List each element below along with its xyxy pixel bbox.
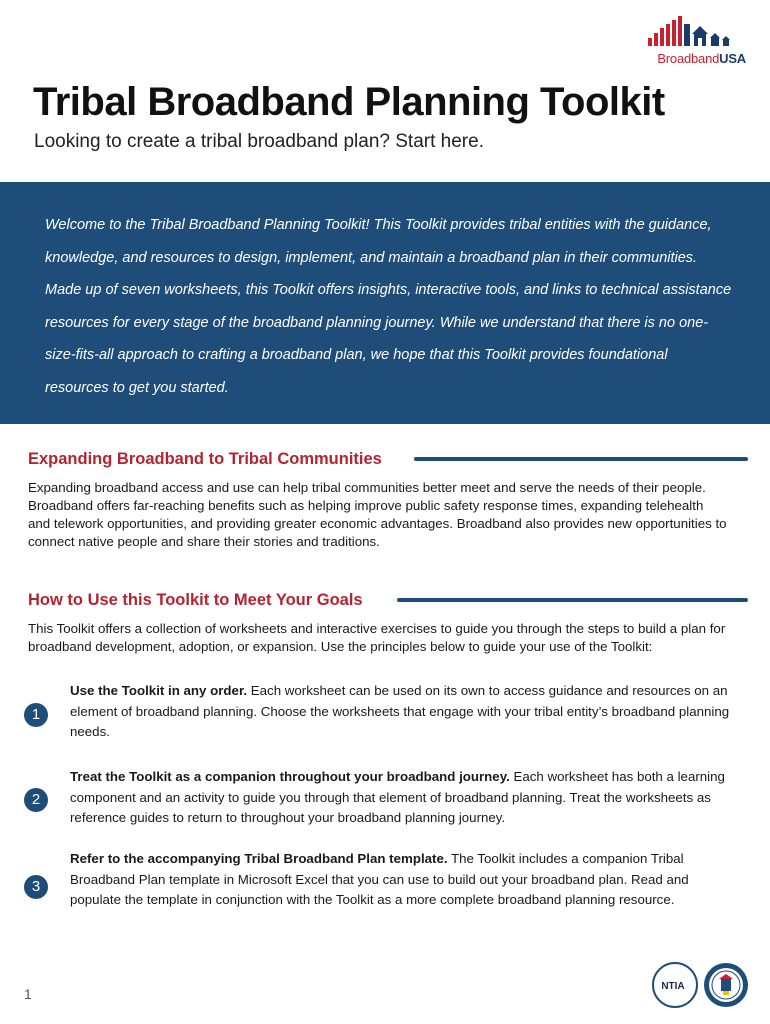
principle-title: Refer to the accompanying Tribal Broadband Plan template. bbox=[70, 851, 448, 866]
principle-text: Each worksheet can be used on its own to access guidance and resources on an element of broadband planning. Choose the worksheets that engage with your tribal entity’s broadband planning needs. bbox=[70, 683, 730, 739]
section-heading-expanding: Expanding Broadband to Tribal Communities bbox=[28, 450, 382, 468]
number-badge: 1 bbox=[24, 703, 48, 727]
intro-text: Welcome to the Tribal Broadband Planning Toolkit! This Toolkit provides tribal entities with the guidance, knowledge, and resources to design, implement, and maintain a broadband plan in their communities. Made up of seven worksheets, this Toolkit offers insights, interactive tools, and links to technical assistance resources for every stage of the broadband planning journey. While we understand that there is no one-size-fits-all approach to crafting a broadband plan, we hope that this Toolkit provides foundational resources to get you started. bbox=[45, 217, 732, 396]
principle-item bbox=[70, 767, 740, 829]
number-badge: 3 bbox=[24, 875, 48, 899]
ntia-logo bbox=[652, 962, 698, 1008]
principle-title: Use the Toolkit in any order. bbox=[70, 683, 248, 698]
principle-item bbox=[70, 681, 740, 743]
principle-text: The Toolkit includes a companion Tribal Broadband Plan template in Microsoft Excel that you can use to build out your broadband plan. Read and populate the template in conjunction with the Toolkit as a more complete broadband planning resource. bbox=[70, 851, 689, 907]
section-heading-how-to-use: How to Use this Toolkit to Meet Your Goals bbox=[28, 591, 363, 609]
logo-wordmark: BroadbandUSA bbox=[657, 51, 746, 66]
principle-item bbox=[70, 849, 740, 911]
section-rule bbox=[414, 457, 748, 461]
page-subtitle: Looking to create a tribal broadband plan? Start here. bbox=[34, 131, 484, 152]
section-body-expanding: Expanding broadband access and use can help tribal communities better meet and serve the needs of their people. Broadband offers far-reaching benefits such as helping improve public safety response times, expanding telehealth and telework opportunities, and providing greater economic advantages. Broadband also provides new opportunities to connect native people and share their stories and traditions. bbox=[28, 480, 727, 549]
ntia-wordmark: NTIA bbox=[661, 981, 685, 992]
page-number: 1 bbox=[24, 986, 32, 1002]
section-body-how-to-use: This Toolkit offers a collection of worksheets and interactive exercises to guide you through the steps to build a plan for broadband development, adoption, or expansion. Use the principles below to guide your use of the Toolkit: bbox=[28, 621, 726, 654]
principle-text: Each worksheet has both a learning component and an activity to guide you through that element of broadband planning. Treat the worksheets as reference guides to return to throughout your broadband planning journey. bbox=[70, 769, 725, 825]
section-rule bbox=[397, 598, 748, 602]
department-of-commerce-seal bbox=[703, 962, 749, 1008]
page-title: Tribal Broadband Planning Toolkit bbox=[33, 80, 665, 124]
principle-title: Treat the Toolkit as a companion throughout your broadband journey. bbox=[70, 769, 510, 784]
number-badge: 2 bbox=[24, 788, 48, 812]
